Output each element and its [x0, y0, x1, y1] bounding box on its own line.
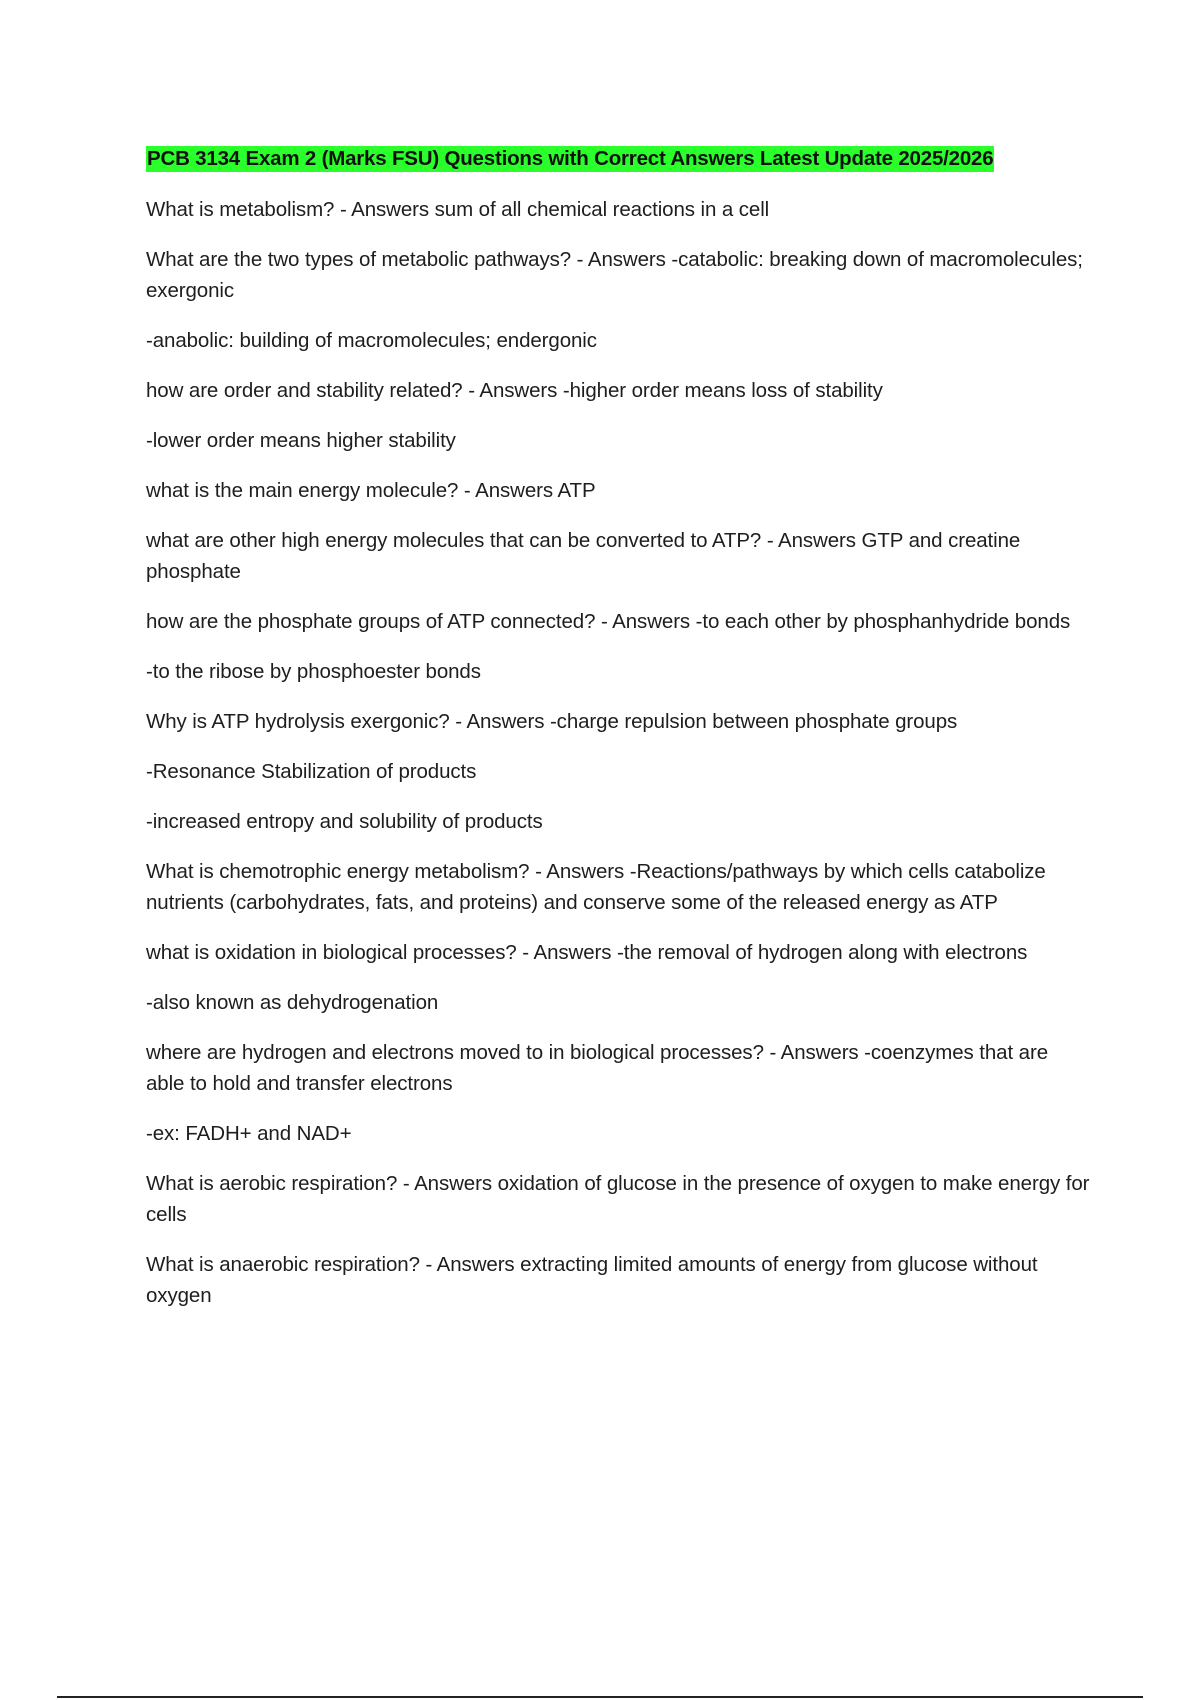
qa-list	[146, 194, 1091, 1330]
qa-paragraph: What is aerobic respiration? - Answers oxidation of glucose in the presence of oxygen to make energy for cells	[146, 1172, 1090, 1226]
qa-paragraph: What are the two types of metabolic pathways? - Answers -catabolic: breaking down of macromolecules; exergonic	[146, 248, 1083, 302]
qa-paragraph: -lower order means higher stability	[146, 429, 456, 452]
qa-paragraph: how are order and stability related? - Answers -higher order means loss of stability	[146, 379, 883, 402]
qa-paragraph: -Resonance Stabilization of products	[146, 760, 477, 783]
document-title: PCB 3134 Exam 2 (Marks FSU) Questions with Correct Answers Latest Update 2025/2026	[147, 147, 994, 170]
qa-paragraph: where are hydrogen and electrons moved to in biological processes? - Answers -coenzymes that are able to hold and transfer electrons	[146, 1041, 1048, 1095]
qa-paragraph: how are the phosphate groups of ATP connected? - Answers -to each other by phosphanhydride bonds	[146, 610, 1071, 633]
qa-paragraph: -anabolic: building of macromolecules; endergonic	[146, 329, 597, 352]
qa-paragraph: what are other high energy molecules that can be converted to ATP? - Answers GTP and creatine phosphate	[146, 529, 1021, 583]
qa-paragraph: What is anaerobic respiration? - Answers extracting limited amounts of energy from glucose without oxygen	[146, 1253, 1038, 1307]
qa-paragraph: What is metabolism? - Answers sum of all chemical reactions in a cell	[146, 198, 770, 221]
qa-paragraph: what is the main energy molecule? - Answers ATP	[146, 479, 596, 502]
qa-paragraph: what is oxidation in biological processes? - Answers -the removal of hydrogen along with electrons	[146, 941, 1028, 964]
qa-paragraph: -ex: FADH+ and NAD+	[146, 1122, 352, 1145]
qa-paragraph: -increased entropy and solubility of products	[146, 810, 543, 833]
qa-paragraph: -also known as dehydrogenation	[146, 991, 439, 1014]
page-bottom-rule	[57, 1696, 1143, 1698]
qa-paragraph: What is chemotrophic energy metabolism? - Answers -Reactions/pathways by which cells catabolize nutrients (carbohydrates, fats, and proteins) and conserve some of the released energy as ATP	[146, 860, 1046, 914]
qa-paragraph: Why is ATP hydrolysis exergonic? - Answers -charge repulsion between phosphate groups	[146, 710, 958, 733]
qa-paragraph: -to the ribose by phosphoester bonds	[146, 660, 481, 683]
title-block	[146, 146, 1146, 172]
